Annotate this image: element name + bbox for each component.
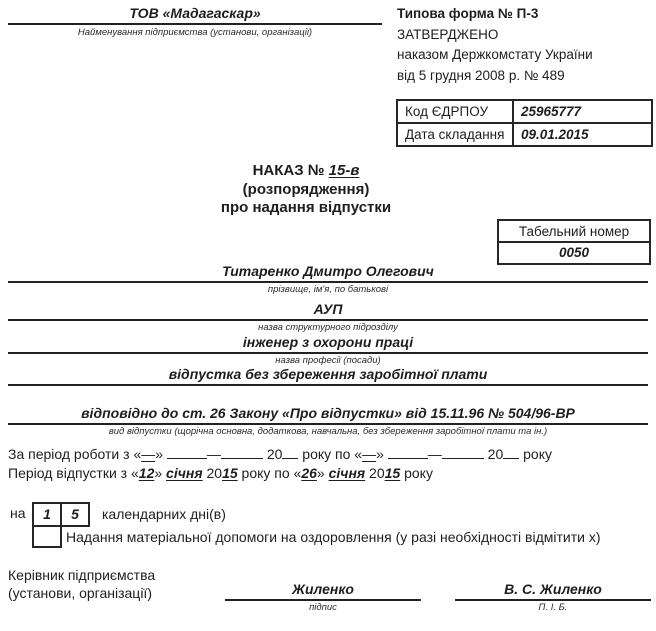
department-caption: назва структурного підрозділу <box>258 322 398 333</box>
order-title <box>0 162 612 218</box>
days-tens-cell: 1 <box>32 502 62 527</box>
vacation-day-to <box>294 465 325 481</box>
form-meta-block <box>397 4 653 86</box>
form-title: Типова форма № П-3 <box>397 6 539 21</box>
table-row <box>397 123 652 146</box>
work-period-day-from <box>133 446 163 462</box>
quote-open: « <box>133 446 142 462</box>
edrpou-value: 25965777 <box>513 100 652 123</box>
year-to <box>369 465 400 481</box>
employee-name-caption: прізвище, ім'я, по батькові <box>267 284 389 295</box>
edrpou-label: Код ЄДРПОУ <box>397 100 513 123</box>
employee-name-field <box>8 263 648 295</box>
company-block <box>8 5 382 38</box>
table-row <box>397 100 652 123</box>
compose-date-label: Дата складання <box>397 123 513 146</box>
vacation-type-value: відпустка без збереження заробітної плати <box>8 366 648 386</box>
work-period-mid-label: року по <box>302 446 351 462</box>
vacation-period-line <box>8 465 652 481</box>
vacation-basis-value: відповідно до ст. 26 Закону «Про відпустки» від 15.11.96 № 504/96-ВР <box>8 405 648 425</box>
vacation-period-end-label: року <box>404 465 433 481</box>
work-period-year-to <box>488 446 520 462</box>
compose-date-value: 09.01.2015 <box>513 123 652 146</box>
year-to-value: 15 <box>384 465 401 481</box>
personnel-number-label: Табельний номер <box>499 221 649 243</box>
order-prefix: НАКАЗ № <box>252 162 329 179</box>
mid-dash: — <box>206 446 221 462</box>
signer-name-value: В. С. Жиленко <box>455 581 651 601</box>
day-from-value: 12 <box>138 465 155 481</box>
quote-open: « <box>354 446 363 462</box>
month-blank <box>442 445 484 459</box>
year-from-value: 15 <box>222 465 238 481</box>
signer-name-field <box>455 581 651 613</box>
year-prefix: 20 <box>266 446 283 462</box>
director-title-line1: Керівник підприємства <box>8 567 156 583</box>
duration-suffix: календарних дні(в) <box>102 506 226 522</box>
department-field <box>8 301 648 333</box>
director-title-line2: (установи, організації) <box>8 585 152 601</box>
duration-prefix: на <box>10 505 26 521</box>
quote-close: » <box>376 446 384 462</box>
order-subtitle-1: (розпорядження) <box>242 180 370 198</box>
year-prefix: 20 <box>487 446 504 462</box>
signer-name-caption: П. І. Б. <box>538 602 568 613</box>
info-table <box>396 99 653 147</box>
quote-close: » <box>155 446 164 462</box>
vacation-period-label: Період відпустки з <box>8 465 128 481</box>
year-prefix: 20 <box>369 465 385 481</box>
personnel-number-box <box>497 219 651 265</box>
days-digits-row <box>32 502 90 527</box>
work-period-end-label: року <box>523 446 552 462</box>
work-period-line <box>8 445 652 462</box>
day-placeholder: — <box>141 446 156 462</box>
month-blank <box>221 445 263 459</box>
day-to-value: 26 <box>301 465 317 481</box>
month-to-value: січня <box>328 465 366 481</box>
year-prefix: 20 <box>206 465 223 481</box>
approved-by: наказом Держкомстату України <box>397 47 593 62</box>
year-from <box>206 465 237 481</box>
signature-field <box>225 581 421 613</box>
quote-close: » <box>316 465 325 481</box>
year-blank <box>503 445 519 459</box>
position-field <box>8 334 648 366</box>
work-period-label: За період роботи з <box>8 446 130 462</box>
quote-open: « <box>130 465 139 481</box>
personnel-number-value: 0050 <box>558 245 590 260</box>
year-blank <box>282 445 298 459</box>
quote-close: » <box>154 465 163 481</box>
material-aid-label: Надання матеріальної допомоги на оздоровлення (у разі необхідності відмітити х) <box>66 529 601 545</box>
vacation-period-mid-label: року по <box>241 465 290 481</box>
director-title <box>8 566 155 602</box>
vacation-day-from <box>131 465 162 481</box>
signature-caption: підпис <box>309 602 337 613</box>
employee-name-value: Титаренко Дмитро Олегович <box>8 263 648 283</box>
quote-open: « <box>293 465 302 481</box>
material-aid-checkbox <box>32 525 62 548</box>
day-placeholder: — <box>362 446 377 462</box>
month-blank <box>167 445 207 459</box>
company-name: ТОВ «Мадагаскар» <box>8 5 382 25</box>
vacation-basis-field <box>8 405 648 437</box>
position-caption: назва професії (посади) <box>275 355 381 366</box>
signature-value: Жиленко <box>225 581 421 601</box>
mid-dash: — <box>427 446 442 462</box>
days-units-cell: 5 <box>60 502 90 527</box>
approved-date: від 5 грудня 2008 р. № 489 <box>397 67 565 83</box>
order-number: 15-в <box>328 162 360 179</box>
order-subtitle-2: про надання відпустки <box>220 199 392 216</box>
position-value: інженер з охорони праці <box>8 334 648 354</box>
order-number-line <box>0 162 612 181</box>
work-period-day-to <box>354 446 384 462</box>
month-from-value: січня <box>166 465 203 481</box>
company-caption: Найменування підприємства (установи, організації) <box>77 27 313 38</box>
work-period-year-from <box>267 446 299 462</box>
vacation-type-field <box>8 366 648 386</box>
month-blank <box>388 445 428 459</box>
approved-label: ЗАТВЕРДЖЕНО <box>397 26 499 42</box>
vacation-basis-caption: вид відпустки (щорічна основна, додаткова, навчальна, без збереження заробітної плати та ін.) <box>108 426 548 437</box>
department-value: АУП <box>8 301 648 321</box>
